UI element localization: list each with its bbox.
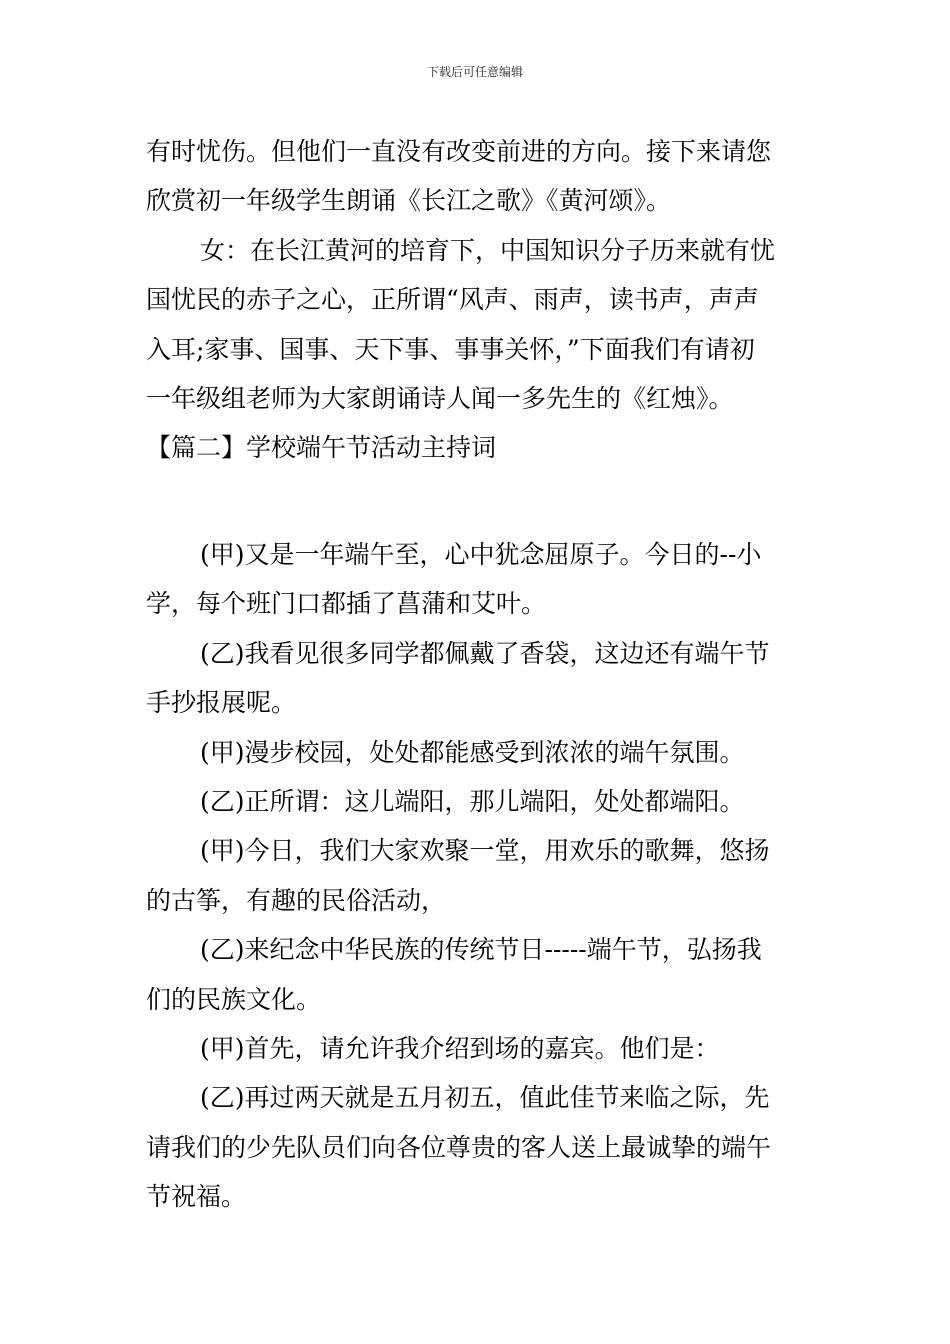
- text-line: 的古筝，有趣的民俗活动，: [146, 885, 447, 915]
- section-one: [146, 127, 808, 473]
- text-line: 有时忧伤。但他们一直没有改变前进的方向。接下来请您: [146, 137, 772, 166]
- text-line: (甲)漫步校园，处处都能感受到浓浓的端午氛围。: [200, 737, 745, 767]
- text-line: (乙)再过两天就是五月初五，值此佳节来临之际，先: [200, 1083, 770, 1113]
- text-line: (甲)今日，我们大家欢聚一堂，用欢乐的歌舞，悠扬: [200, 836, 770, 866]
- text-line: (乙)我看见很多同学都佩戴了香袋，这边还有端午节: [200, 638, 770, 668]
- text-line: 入耳;家事、国事、天下事、事事关怀，”下面我们有请初: [146, 334, 755, 364]
- text-line: 学，每个班门口都插了菖蒲和艾叶。: [146, 589, 547, 619]
- text-line: 请我们的少先队员们向各位尊贵的客人送上最诚挚的端午: [146, 1132, 772, 1162]
- section-two: [146, 530, 808, 1221]
- page-header: 下载后可任意编辑: [426, 65, 523, 79]
- text-line: (乙)正所谓：这儿端阳，那儿端阳，处处都端阳。: [200, 786, 745, 816]
- section-heading: 【篇二】学校端午节活动主持词: [146, 433, 497, 463]
- text-line: (甲)又是一年端午至，心中犹念屈原子。今日的--小: [200, 540, 762, 569]
- text-line: 女：在长江黄河的培育下，中国知识分子历来就有忧: [200, 235, 776, 265]
- text-line: 欣赏初一年级学生朗诵《长江之歌》《黄河颂》。: [146, 186, 672, 216]
- text-line: 一年级组老师为大家朗诵诗人闻一多先生的《红烛》。: [146, 383, 734, 413]
- text-line: (乙)来纪念中华民族的传统节日-----端午节，弘扬我: [200, 935, 762, 965]
- text-line: 国忧民的赤子之心，正所谓“风声、雨声，读书声，声声: [146, 285, 759, 315]
- text-line: (甲)首先，请允许我介绍到场的嘉宾。他们是：: [200, 1033, 720, 1063]
- text-line: 们的民族文化。: [146, 984, 322, 1014]
- text-line: 手抄报展呢。: [146, 688, 297, 718]
- text-line: 节祝福。: [146, 1182, 247, 1212]
